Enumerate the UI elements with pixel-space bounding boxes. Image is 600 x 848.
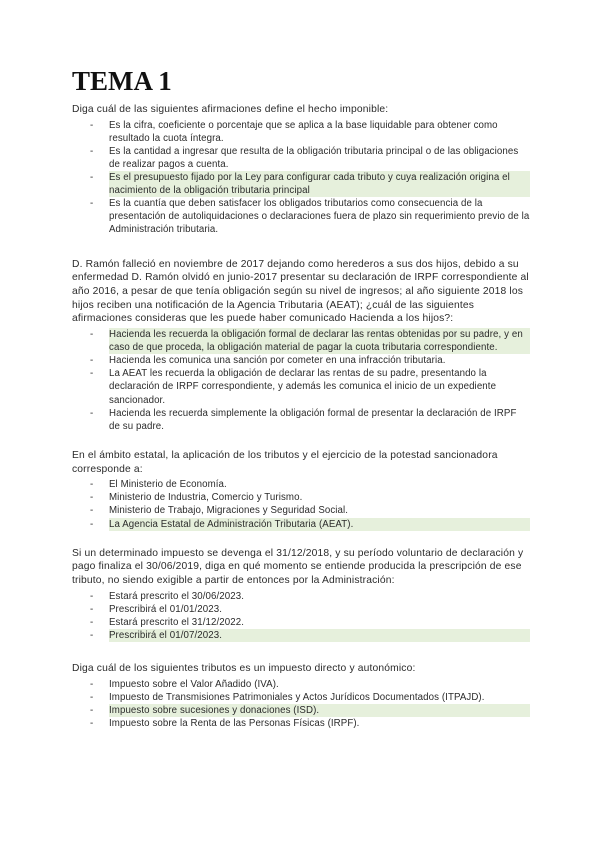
dash-bullet: -	[90, 704, 94, 716]
page-title: TEMA 1	[72, 66, 172, 96]
answer-list	[72, 678, 530, 730]
answer-option-correct	[72, 171, 530, 197]
question-prompt: Si un determinado impuesto se devenga el 31/12/2018, y su período voluntario de declaración y pago finaliza el 30/06/2019, diga en qué momento se entiende producida la prescripción de ese tributo, no siendo exigible a partir de entonces por la Administración:	[72, 547, 524, 586]
answer-option	[72, 691, 530, 704]
answer-text-highlighted: Es el presupuesto fijado por la Ley para configurar cada tributo y cuya realización origina el nacimiento de la obligación tributaria principal	[109, 171, 530, 197]
question-block	[72, 547, 530, 642]
dash-bullet: -	[90, 479, 94, 491]
answer-option	[72, 491, 530, 504]
dash-bullet: -	[90, 678, 94, 690]
answer-list	[72, 590, 530, 642]
question-block	[72, 662, 530, 730]
answer-text-highlighted: La Agencia Estatal de Administración Tributaria (AEAT).	[109, 518, 530, 531]
answer-text: Es la cifra, coeficiente o porcentaje que se aplica a la base liquidable para obtener como resultado la cuota íntegra.	[109, 119, 498, 144]
answer-text: Ministerio de Industria, Comercio y Turismo.	[109, 492, 303, 504]
question-prompt: Diga cuál de las siguientes afirmaciones define el hecho imponible:	[72, 104, 389, 115]
answer-option	[72, 119, 530, 145]
answer-text-highlighted: Hacienda les recuerda la obligación formal de declarar las rentas obtenidas por su padre, y en caso de que proceda, la obligación material de pagar la cuota tributaria correspondiente.	[109, 328, 530, 354]
question-prompt: D. Ramón falleció en noviembre de 2017 dejando como herederos a sus dos hijos, debido a su enfermedad D. Ramón olvidó en junio-2017 presentar su declaración de IRPF correspondiente al año 2016, a pesar de que tenía obligación según su nivel de ingresos; al año siguiente 2018 los hijos reciben una notificación de la Agencia Tributaria (AEAT); ¿cuál de las siguientes afirmaciones consideras que les puede haber comunicado Hacienda a los hijos?:	[72, 258, 529, 325]
dash-bullet: -	[90, 198, 94, 210]
dash-bullet: -	[90, 718, 94, 730]
dash-bullet: -	[90, 616, 94, 628]
answer-option	[72, 616, 530, 629]
question-prompt: Diga cuál de los siguientes tributos es un impuesto directo y autonómico:	[72, 663, 416, 675]
answer-option	[72, 478, 530, 491]
dash-bullet: -	[90, 505, 94, 517]
answer-option	[72, 367, 530, 406]
answer-text: La AEAT les recuerda la obligación de declarar las rentas de su padre, presentando la declaración de IRPF correspondiente, y además les comunica el inicio de un expediente sancionador.	[109, 368, 497, 406]
answer-text: Impuesto sobre el Valor Añadido (IVA).	[109, 678, 279, 690]
dash-bullet: -	[90, 119, 94, 131]
answer-option-correct	[72, 629, 530, 642]
question-block	[72, 103, 530, 237]
answer-text: El Ministerio de Economía.	[109, 479, 227, 491]
answer-option-correct	[72, 704, 530, 717]
answer-option-correct	[72, 328, 530, 354]
answer-text-highlighted: Impuesto sobre sucesiones y donaciones (ISD).	[109, 704, 530, 717]
question-block	[72, 258, 530, 433]
answer-option	[72, 354, 530, 367]
answer-text-highlighted: Prescribirá el 01/07/2023.	[109, 629, 530, 642]
answer-list	[72, 119, 530, 237]
answer-option	[72, 407, 530, 433]
answer-text: Prescribirá el 01/01/2023.	[109, 603, 222, 615]
dash-bullet: -	[90, 407, 94, 419]
dash-bullet: -	[90, 145, 94, 157]
answer-option	[72, 603, 530, 616]
dash-bullet: -	[90, 590, 94, 602]
dash-bullet: -	[90, 603, 94, 615]
answer-text: Ministerio de Trabajo, Migraciones y Seguridad Social.	[109, 505, 349, 517]
answer-text: Hacienda les comunica una sanción por cometer en una infracción tributaria.	[109, 355, 446, 367]
answer-list	[72, 328, 530, 433]
answer-text: Impuesto sobre la Renta de las Personas Físicas (IRPF).	[109, 718, 360, 730]
answer-option	[72, 717, 530, 730]
dash-bullet: -	[90, 355, 94, 367]
answer-option	[72, 197, 530, 236]
answer-option	[72, 590, 530, 603]
answer-option	[72, 678, 530, 691]
question-block	[72, 449, 530, 531]
answer-text: Es la cantidad a ingresar que resulta de la obligación tributaria principal o de las obligaciones de realizar pagos a cuenta.	[109, 145, 519, 170]
answer-option	[72, 145, 530, 171]
answer-list	[72, 478, 530, 530]
dash-bullet: -	[90, 691, 94, 703]
answer-text: Estará prescrito el 31/12/2022.	[109, 616, 245, 628]
answer-option	[72, 504, 530, 517]
dash-bullet: -	[90, 518, 94, 530]
dash-bullet: -	[90, 629, 94, 641]
answer-text: Hacienda les recuerda simplemente la obligación formal de presentar la declaración de IRPF de su padre.	[109, 407, 517, 432]
dash-bullet: -	[90, 329, 94, 341]
question-prompt: En el ámbito estatal, la aplicación de los tributos y el ejercicio de la potestad sancionadora corresponde a:	[72, 449, 498, 475]
dash-bullet: -	[90, 172, 94, 184]
answer-option-correct	[72, 518, 530, 531]
answer-text: Impuesto de Transmisiones Patrimoniales y Actos Jurídicos Documentados (ITPAJD).	[109, 691, 485, 703]
dash-bullet: -	[90, 368, 94, 380]
answer-text: Estará prescrito el 30/06/2023.	[109, 590, 245, 602]
dash-bullet: -	[90, 492, 94, 504]
answer-text: Es la cuantía que deben satisfacer los obligados tributarios como consecuencia de la presentación de autoliquidaciones o declaraciones fuera de plazo sin requerimiento previo de la Administración tributaria.	[109, 198, 530, 236]
